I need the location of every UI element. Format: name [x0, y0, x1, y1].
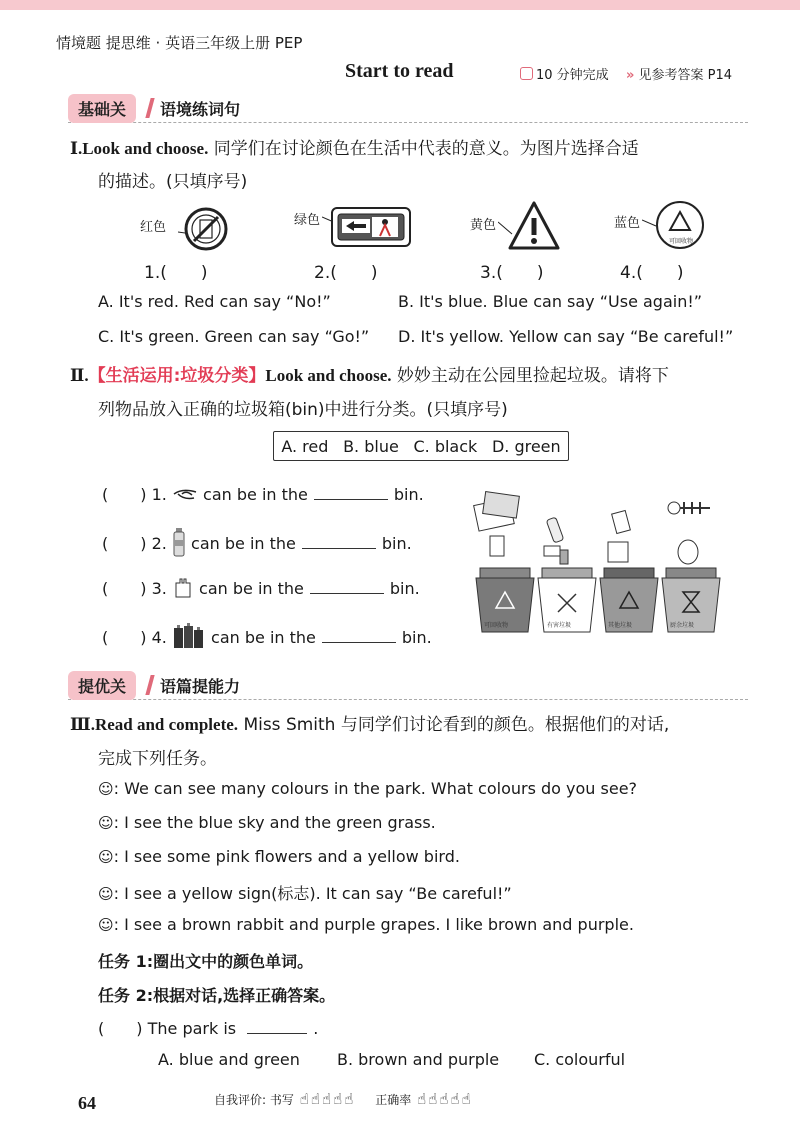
- answer-ref: » 见参考答案 P14: [626, 68, 733, 83]
- q2-choices-box: [273, 431, 569, 461]
- choice-d: D. green: [491, 436, 561, 456]
- choice-a: A. red: [281, 436, 329, 456]
- q1-instruction-2: 的描述。(只填序号): [98, 172, 248, 192]
- batteries-icon: [172, 622, 206, 650]
- task-1: 任务 1:圈出文中的颜色单词。: [98, 952, 314, 971]
- bin-other: [600, 568, 658, 632]
- q3-instruction-2: 完成下列任务。: [98, 749, 217, 769]
- section-subtitle-2: 语篇提能力: [160, 677, 241, 696]
- q1-blank-3[interactable]: 3.( ): [480, 263, 544, 283]
- plastic-bag-icon: [172, 577, 194, 599]
- thumbs-up-icon[interactable]: ☝: [450, 1090, 460, 1108]
- task-2: 任务 2:根据对话,选择正确答案。: [98, 986, 336, 1005]
- teacher-face-icon: ☺: [98, 780, 114, 798]
- thumbs-up-icon[interactable]: ☝: [299, 1090, 309, 1108]
- q2-blank-4[interactable]: [322, 628, 396, 643]
- exit-sign-icon: [322, 205, 412, 249]
- clock-icon: [520, 67, 533, 80]
- q1-option-b: B. It's blue. Blue can say “Use again!”: [398, 292, 703, 311]
- q2-row-2: ( ) 2. can be in the bin.: [102, 527, 412, 557]
- section-badge-basic: 基础关: [68, 94, 136, 123]
- label-yellow: 黄色: [470, 218, 497, 233]
- top-pink-band: [0, 0, 800, 10]
- q2-instruction-2: 列物品放入正确的垃圾箱(bin)中进行分类。(只填序号): [98, 400, 508, 420]
- svg-text:可回收物: 可回收物: [484, 622, 509, 629]
- q2-blank-1[interactable]: [314, 485, 388, 500]
- dialogue-line-3: ☺: I see some pink flowers and a yellow bird.: [98, 847, 460, 866]
- bin-recyclable: [476, 568, 534, 632]
- recycle-sign-icon: [642, 200, 708, 252]
- q1-option-a: A. It's red. Red can say “No!”: [98, 292, 331, 311]
- q1-option-c: C. It's green. Green can say “Go!”: [98, 327, 370, 346]
- q2-row-3: ( ) 3. can be in the bin.: [102, 579, 420, 598]
- warning-sign-icon: [498, 200, 560, 252]
- svg-text:有害垃圾: 有害垃圾: [547, 622, 572, 629]
- self-evaluation: 自我评价: 书写 ☝ ☝ ☝ ☝ ☝ 正确率 ☝ ☝ ☝ ☝ ☝: [214, 1090, 471, 1108]
- choice-b: B. blue: [343, 436, 399, 456]
- book-title: 情境题 提思维 · 英语三年级上册 PEP: [56, 34, 303, 52]
- section-badge-advanced: 提优关: [68, 671, 136, 700]
- q1-blank-1[interactable]: 1.( ): [144, 263, 208, 283]
- svg-text:其他垃圾: 其他垃圾: [608, 622, 633, 629]
- label-blue: 蓝色: [614, 216, 641, 231]
- q3-heading: Ⅲ.Read and complete. Miss Smith 与同学们讨论看到的颜色。根据他们的对话,: [70, 715, 670, 735]
- no-entry-sign-icon: [178, 206, 230, 252]
- thumbs-up-icon[interactable]: ☝: [439, 1090, 449, 1108]
- answer-paren[interactable]: ( ): [102, 628, 147, 647]
- choice-c: C. black: [413, 436, 478, 456]
- q1-blank-2[interactable]: 2.( ): [314, 263, 378, 283]
- q1-option-d: D. It's yellow. Yellow can say “Be careful!”: [398, 327, 734, 346]
- q2-blank-3[interactable]: [310, 579, 384, 594]
- bottle-icon: [172, 527, 186, 557]
- answer-paren[interactable]: ( ): [102, 579, 147, 598]
- thumbs-up-icon[interactable]: ☝: [310, 1090, 320, 1108]
- thumbs-up-icon[interactable]: ☝: [333, 1090, 343, 1108]
- q3-blank[interactable]: [247, 1019, 307, 1034]
- svg-text:厨余垃圾: 厨余垃圾: [670, 622, 695, 629]
- page-number: 64: [78, 1093, 96, 1113]
- section-subtitle-1: 语境练词句: [160, 100, 241, 119]
- student-face-icon: ☺: [98, 848, 114, 866]
- answer-paren[interactable]: ( ): [98, 1019, 143, 1038]
- thumbs-up-icon[interactable]: ☝: [428, 1090, 438, 1108]
- q2-row-4: ( ) 4. can be in the bin.: [102, 622, 432, 650]
- dialogue-line-4: ☺: I see a yellow sign(标志). It can say “Be careful!”: [98, 884, 512, 903]
- q3-answer-b: B. brown and purple: [337, 1050, 500, 1069]
- time-badge: 10 分钟完成: [520, 64, 609, 83]
- answer-paren[interactable]: ( ): [102, 534, 147, 553]
- student-face-icon: ☺: [98, 814, 114, 832]
- q3-answer-c: C. colourful: [534, 1050, 626, 1069]
- dialogue-line-2: ☺: I see the blue sky and the green grass.: [98, 813, 436, 832]
- bin-hazardous: [538, 568, 596, 632]
- q2-row-1: ( ) 1. can be in the bin.: [102, 485, 424, 504]
- dialogue-line-1: ☺: We can see many colours in the park. What colours do you see?: [98, 779, 638, 798]
- answer-paren[interactable]: ( ): [102, 485, 147, 504]
- recycle-sign-text: 可回收物: [669, 238, 694, 245]
- thumbs-up-icon[interactable]: ☝: [344, 1090, 354, 1108]
- label-green: 绿色: [294, 213, 321, 228]
- bin-kitchen: [662, 568, 720, 632]
- trash-bins-illustration: [462, 490, 722, 640]
- student-face-icon: ☺: [98, 885, 114, 903]
- q2-blank-2[interactable]: [302, 534, 376, 549]
- q2-heading: Ⅱ.【生活运用:垃圾分类】Look and choose. 妙妙主动在公园里捡起垃圾。请将下: [70, 366, 669, 386]
- unit-title: Start to read: [345, 60, 454, 82]
- student-face-icon: ☺: [98, 916, 114, 934]
- banana-peel-icon: [172, 486, 198, 502]
- label-red: 红色: [140, 220, 167, 235]
- q3-question: ( ) The park is .: [98, 1019, 319, 1038]
- q3-answer-a: A. blue and green: [158, 1050, 300, 1069]
- thumbs-up-icon[interactable]: ☝: [461, 1090, 471, 1108]
- dialogue-line-5: ☺: I see a brown rabbit and purple grapes. I like brown and purple.: [98, 915, 634, 934]
- q1-heading: Ⅰ.Look and choose. 同学们在讨论颜色在生活中代表的意义。为图片选择合适: [70, 139, 639, 159]
- q1-blank-4[interactable]: 4.( ): [620, 263, 684, 283]
- thumbs-up-icon[interactable]: ☝: [322, 1090, 332, 1108]
- thumbs-up-icon[interactable]: ☝: [417, 1090, 427, 1108]
- double-chevron-icon: »: [626, 68, 635, 83]
